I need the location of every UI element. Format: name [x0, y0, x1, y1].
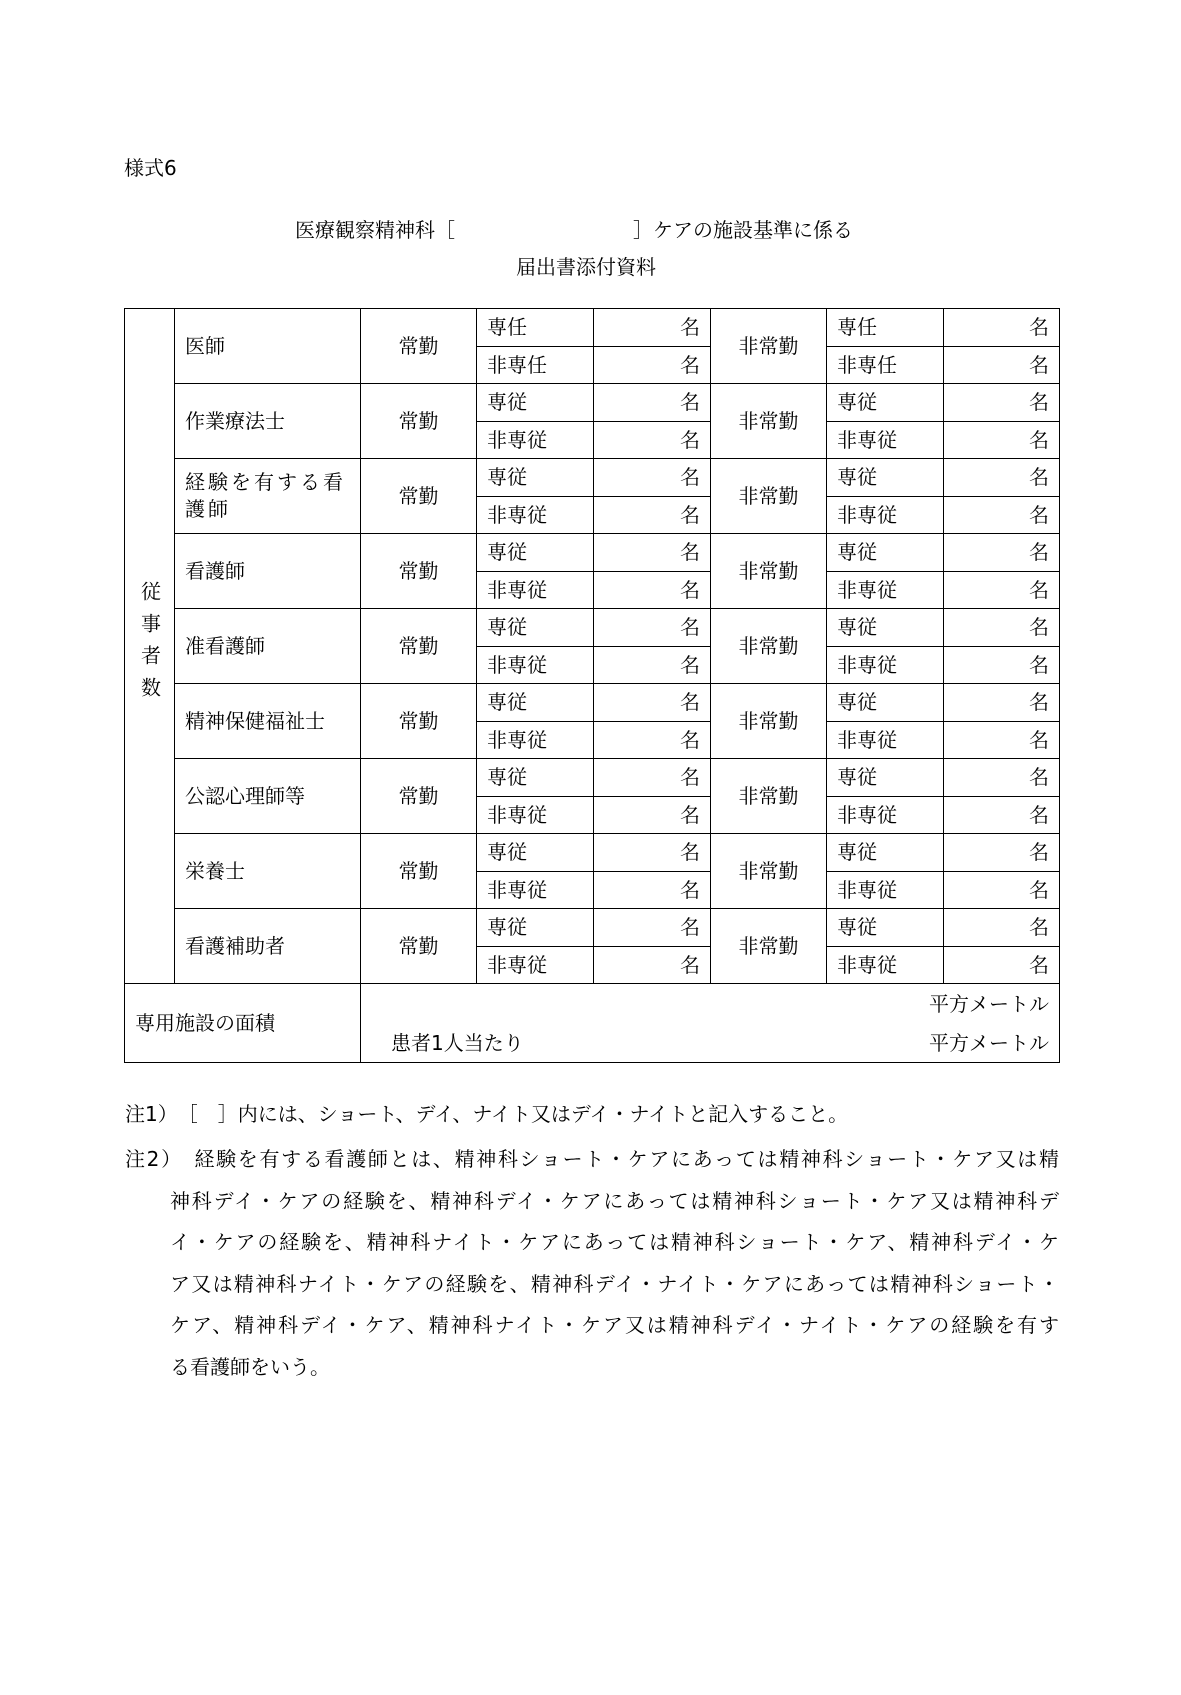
- parttime-count-cell[interactable]: 名: [944, 309, 1060, 347]
- parttime-count-cell[interactable]: 名: [944, 909, 1060, 947]
- fulltime-label: 常勤: [361, 309, 477, 384]
- parttime-count-cell[interactable]: 名: [944, 684, 1060, 722]
- fulltime-count-cell[interactable]: 名: [594, 796, 711, 834]
- note-2-line: 神科デイ・ケアの経験を、精神科デイ・ケアにあっては精神科ショート・ケア又は精神科デ: [170, 1188, 1059, 1213]
- title-suffix: ］ケアの施設基準に係る: [633, 218, 853, 242]
- fulltime-count-cell[interactable]: 名: [594, 534, 711, 572]
- parttime-sub-label: 非専従: [827, 571, 944, 609]
- parttime-label: 非常勤: [711, 384, 827, 459]
- role-name: 経験を有する看護師: [175, 459, 361, 534]
- fulltime-sub-label: 専従: [477, 459, 594, 497]
- role-name: 栄養士: [175, 834, 361, 909]
- fulltime-sub-label: 非専従: [477, 421, 594, 459]
- fulltime-count-cell[interactable]: 名: [594, 496, 711, 534]
- table-row: [125, 834, 1060, 872]
- fulltime-sub-label: 専従: [477, 684, 594, 722]
- fulltime-count-cell[interactable]: 名: [594, 946, 711, 984]
- fulltime-sub-label: 非専従: [477, 721, 594, 759]
- table-row: [125, 384, 1060, 422]
- fulltime-count-cell[interactable]: 名: [594, 871, 711, 909]
- parttime-sub-label: 専従: [827, 759, 944, 797]
- per-patient-unit: 平方メートル: [929, 1030, 1049, 1055]
- parttime-sub-label: 非専従: [827, 721, 944, 759]
- parttime-count-cell[interactable]: 名: [944, 534, 1060, 572]
- fulltime-count-cell[interactable]: 名: [594, 609, 711, 647]
- parttime-label: 非常勤: [711, 834, 827, 909]
- fulltime-count-cell[interactable]: 名: [594, 421, 711, 459]
- fulltime-sub-label: 専従: [477, 534, 594, 572]
- fulltime-count-cell[interactable]: 名: [594, 721, 711, 759]
- parttime-label: 非常勤: [711, 684, 827, 759]
- fulltime-count-cell[interactable]: 名: [594, 909, 711, 947]
- parttime-count-cell[interactable]: 名: [944, 646, 1060, 684]
- document-title-line1: [295, 220, 853, 240]
- parttime-sub-label: 専従: [827, 534, 944, 572]
- fulltime-sub-label: 専従: [477, 834, 594, 872]
- table-row: [125, 459, 1060, 497]
- fulltime-label: 常勤: [361, 759, 477, 834]
- parttime-label: 非常勤: [711, 909, 827, 984]
- parttime-label: 非常勤: [711, 309, 827, 384]
- fulltime-sub-label: 非専従: [477, 946, 594, 984]
- parttime-count-cell[interactable]: 名: [944, 834, 1060, 872]
- group-label-text: 従事者数: [137, 580, 162, 709]
- parttime-sub-label: 専従: [827, 609, 944, 647]
- note-1: 注1） ［ ］内には、ショート、デイ、ナイト又はデイ・ナイトと記入すること。: [125, 1102, 849, 1126]
- parttime-sub-label: 専従: [827, 834, 944, 872]
- role-name: 看護補助者: [175, 909, 361, 984]
- role-name: 公認心理師等: [175, 759, 361, 834]
- role-name: 医師: [175, 309, 361, 384]
- role-name: 准看護師: [175, 609, 361, 684]
- parttime-label: 非常勤: [711, 534, 827, 609]
- parttime-label: 非常勤: [711, 459, 827, 534]
- fulltime-sub-label: 専従: [477, 909, 594, 947]
- parttime-count-cell[interactable]: 名: [944, 421, 1060, 459]
- fulltime-label: 常勤: [361, 909, 477, 984]
- fulltime-sub-label: 専従: [477, 759, 594, 797]
- parttime-sub-label: 非専任: [827, 346, 944, 384]
- fulltime-label: 常勤: [361, 534, 477, 609]
- fulltime-count-cell[interactable]: 名: [594, 646, 711, 684]
- fulltime-label: 常勤: [361, 834, 477, 909]
- parttime-sub-label: 非専従: [827, 496, 944, 534]
- fulltime-sub-label: 専任: [477, 309, 594, 347]
- fulltime-label: 常勤: [361, 609, 477, 684]
- parttime-count-cell[interactable]: 名: [944, 946, 1060, 984]
- staff-table: [124, 308, 1060, 1063]
- fulltime-sub-label: 非専従: [477, 571, 594, 609]
- parttime-sub-label: 専従: [827, 459, 944, 497]
- fulltime-sub-label: 非専従: [477, 796, 594, 834]
- fulltime-sub-label: 非専従: [477, 646, 594, 684]
- parttime-sub-label: 非専従: [827, 946, 944, 984]
- note-2-line: ア又は精神科ナイト・ケアの経験を、精神科デイ・ナイト・ケアにあっては精神科ショート・: [170, 1271, 1059, 1296]
- role-name: 作業療法士: [175, 384, 361, 459]
- fulltime-sub-label: 非専従: [477, 496, 594, 534]
- fulltime-sub-label: 非専従: [477, 871, 594, 909]
- parttime-count-cell[interactable]: 名: [944, 571, 1060, 609]
- area-unit: 平方メートル: [929, 991, 1049, 1016]
- parttime-label: 非常勤: [711, 759, 827, 834]
- fulltime-count-cell[interactable]: 名: [594, 759, 711, 797]
- note-2-line: イ・ケアの経験を、精神科ナイト・ケアにあっては精神科ショート・ケア、精神科デイ・ケ: [170, 1230, 1059, 1255]
- note-2-line: る看護師をいう。: [170, 1355, 330, 1379]
- table-row: [125, 684, 1060, 722]
- parttime-count-cell[interactable]: 名: [944, 721, 1060, 759]
- parttime-count-cell[interactable]: 名: [944, 459, 1060, 497]
- parttime-count-cell[interactable]: 名: [944, 609, 1060, 647]
- role-name: 看護師: [175, 534, 361, 609]
- fulltime-sub-label: 専従: [477, 609, 594, 647]
- fulltime-count-cell[interactable]: 名: [594, 834, 711, 872]
- parttime-sub-label: 専任: [827, 309, 944, 347]
- fulltime-sub-label: 専従: [477, 384, 594, 422]
- parttime-count-cell[interactable]: 名: [944, 496, 1060, 534]
- area-value-cell[interactable]: [361, 984, 1060, 1063]
- parttime-sub-label: 非専従: [827, 796, 944, 834]
- parttime-sub-label: 非専従: [827, 421, 944, 459]
- fulltime-label: 常勤: [361, 459, 477, 534]
- table-row: [125, 609, 1060, 647]
- fulltime-count-cell[interactable]: 名: [594, 459, 711, 497]
- area-row: [125, 984, 1060, 1063]
- staff-count-group-label: [125, 309, 175, 984]
- parttime-sub-label: 非専従: [827, 646, 944, 684]
- table-row: [125, 909, 1060, 947]
- title-prefix: 医療観察精神科［: [295, 218, 455, 242]
- parttime-sub-label: 専従: [827, 909, 944, 947]
- parttime-count-cell[interactable]: 名: [944, 796, 1060, 834]
- form-number: 様式6: [124, 156, 177, 180]
- fulltime-count-cell[interactable]: 名: [594, 309, 711, 347]
- fulltime-sub-label: 非専任: [477, 346, 594, 384]
- document-title-line2: 届出書添付資料: [516, 255, 656, 279]
- table-row: [125, 759, 1060, 797]
- note-2-line: ケア、精神科デイ・ケア、精神科ナイト・ケア又は精神科デイ・ナイト・ケアの経験を有す: [170, 1313, 1059, 1338]
- fulltime-count-cell[interactable]: 名: [594, 346, 711, 384]
- area-label: 専用施設の面積: [125, 984, 361, 1063]
- parttime-sub-label: 非専従: [827, 871, 944, 909]
- parttime-label: 非常勤: [711, 609, 827, 684]
- note-2-line: 注2） 経験を有する看護師とは、精神科ショート・ケアにあっては精神科ショート・ケア又は精: [125, 1147, 1059, 1171]
- parttime-count-cell[interactable]: 名: [944, 759, 1060, 797]
- table-row: [125, 534, 1060, 572]
- role-name: 精神保健福祉士: [175, 684, 361, 759]
- fulltime-count-cell[interactable]: 名: [594, 684, 711, 722]
- parttime-count-cell[interactable]: 名: [944, 346, 1060, 384]
- fulltime-count-cell[interactable]: 名: [594, 571, 711, 609]
- fulltime-label: 常勤: [361, 384, 477, 459]
- per-patient-label: 患者1人当たり: [391, 1030, 524, 1055]
- parttime-sub-label: 専従: [827, 684, 944, 722]
- parttime-count-cell[interactable]: 名: [944, 384, 1060, 422]
- parttime-sub-label: 専従: [827, 384, 944, 422]
- fulltime-count-cell[interactable]: 名: [594, 384, 711, 422]
- parttime-count-cell[interactable]: 名: [944, 871, 1060, 909]
- table-row: [125, 309, 1060, 347]
- fulltime-label: 常勤: [361, 684, 477, 759]
